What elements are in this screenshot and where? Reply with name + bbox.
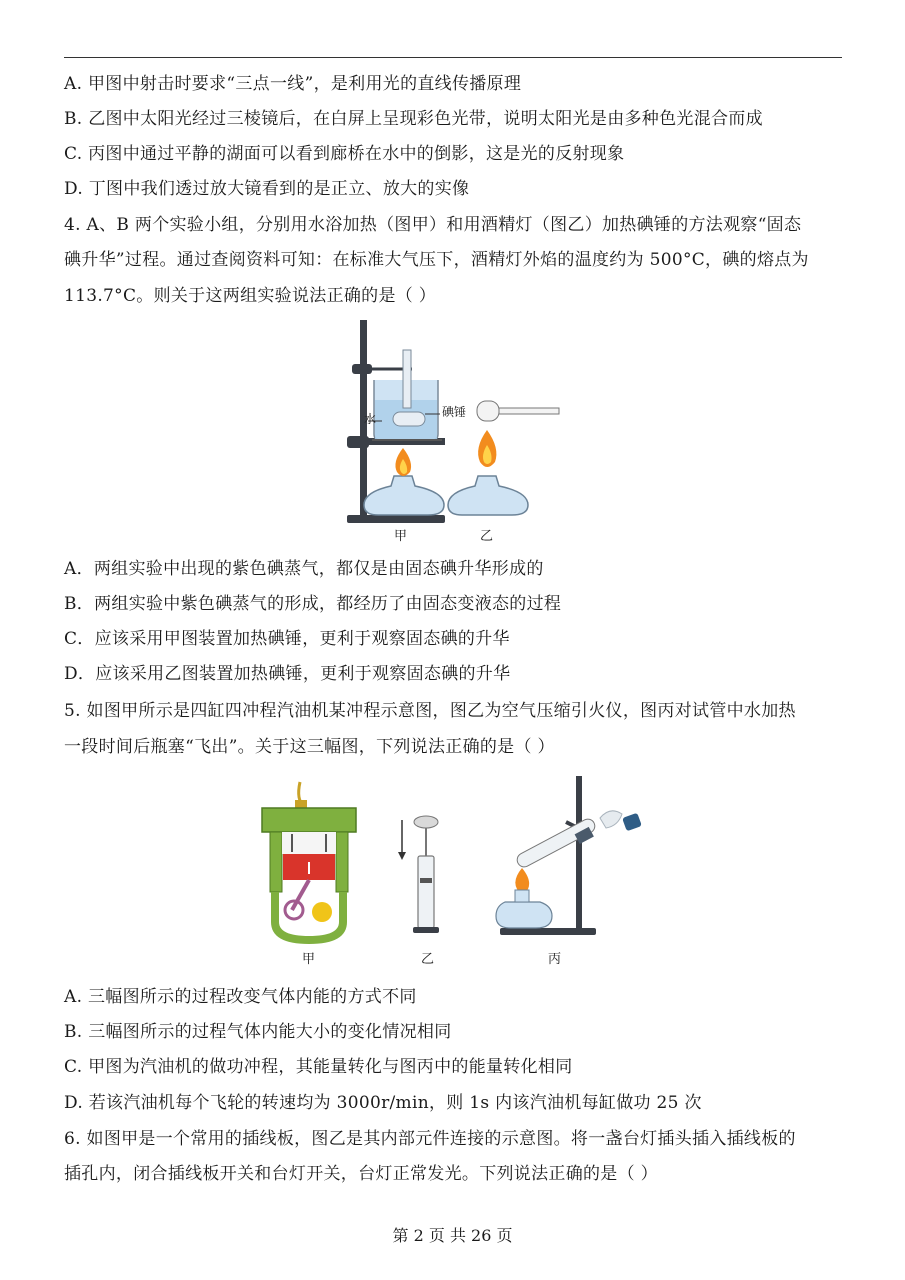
figure2-caption-c: 丙 xyxy=(548,952,562,967)
iodine-hammer-label: 碘锤 xyxy=(442,405,467,419)
question-6-stem-line2: 插孔内，闭合插线板开关和台灯开关，台灯正常发光。下列说法正确的是（ ） xyxy=(64,1164,658,1184)
test-tube-heating xyxy=(496,776,642,935)
option-4a: A．两组实验中出现的紫色碘蒸气，都仅是由固态碘升华形成的 xyxy=(64,559,544,579)
page-footer: 第 2 页 共 26 页 xyxy=(392,1226,513,1245)
option-5c: C. 甲图为汽油机的做功冲程，其能量转化与图丙中的能量转化相同 xyxy=(64,1057,573,1077)
figure2-caption-a: 甲 xyxy=(302,952,316,967)
option-5a: A. 三幅图所示的过程改变气体内能的方式不同 xyxy=(64,987,417,1007)
option-3a: A. 甲图中射击时要求“三点一线”，是利用光的直线传播原理 xyxy=(64,74,522,94)
figure1-caption-a: 甲 xyxy=(394,529,408,544)
option-3b: B. 乙图中太阳光经过三棱镜后，在白屏上呈现彩色光带，说明太阳光是由多种色光混合而成 xyxy=(64,109,763,129)
question-4-stem-line3: 113.7°C。则关于这两组实验说法正确的是（ ） xyxy=(64,286,437,306)
option-3d: D. 丁图中我们透过放大镜看到的是正立、放大的实像 xyxy=(64,179,470,199)
flying-stopper xyxy=(622,813,642,832)
question-6-stem-line1: 6. 如图甲是一个常用的插线板，图乙是其内部元件连接的示意图。将一盏台灯插头插入插线板的 xyxy=(64,1129,796,1149)
flywheel xyxy=(312,902,332,922)
option-5d: D. 若该汽油机每个飞轮的转速均为 3000r/min，则 1s 内该汽油机每缸做功 25 次 xyxy=(64,1093,702,1113)
option-4d: D．应该采用乙图装置加热碘锤，更利于观察固态碘的升华 xyxy=(64,664,511,684)
engine-diagram xyxy=(262,782,356,940)
figure2-caption-b: 乙 xyxy=(421,952,435,967)
option-5b: B. 三幅图所示的过程气体内能大小的变化情况相同 xyxy=(64,1022,452,1042)
fire-syringe xyxy=(398,816,439,933)
question-5-stem-line2: 一段时间后瓶塞“飞出”。关于这三幅图，下列说法正确的是（ ） xyxy=(64,737,555,757)
question-4-stem-line2: 碘升华”过程。通过查阅资料可知：在标准大气压下，酒精灯外焰的温度约为 500°C，碘的熔点为 xyxy=(64,250,809,270)
figure1-caption-b: 乙 xyxy=(480,529,494,544)
option-4b: B．两组实验中紫色碘蒸气的形成，都经历了由固态变液态的过程 xyxy=(64,594,562,614)
question-5-stem-line1: 5. 如图甲所示是四缸四冲程汽油机某冲程示意图，图乙为空气压缩引火仪，图丙对试管中水加热 xyxy=(64,701,796,721)
question-4-stem-line1: 4. A、B 两个实验小组，分别用水浴加热（图甲）和用酒精灯（图乙）加热碘锤的方法观察“固态 xyxy=(64,215,802,235)
option-4c: C．应该采用甲图装置加热碘锤，更利于观察固态碘的升华 xyxy=(64,629,510,649)
option-3c: C. 丙图中通过平静的湖面可以看到廊桥在水中的倒影，这是光的反射现象 xyxy=(64,144,625,164)
water-label: 水 xyxy=(364,412,377,426)
